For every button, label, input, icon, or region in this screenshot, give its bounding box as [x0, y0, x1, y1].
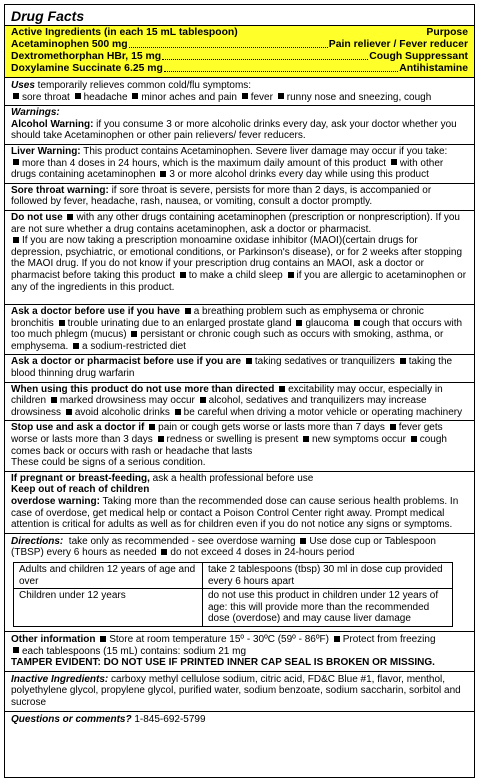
- ask-doctor-item: a breathing problem such as emphysema or chronic bronchitis: [11, 306, 424, 329]
- bullet-icon: [158, 436, 164, 442]
- bullet-icon: [288, 272, 294, 278]
- overdose-heading: overdose warning:: [11, 496, 100, 507]
- bullet-icon: [180, 272, 186, 278]
- directions-item: Use dose cup or Tablespoon (TBSP) every 6 hours as needed: [11, 535, 436, 559]
- dosage-age-cell: Adults and children 12 years of age and over: [14, 562, 203, 588]
- bullet-icon: [354, 320, 360, 326]
- bullet-icon: [131, 331, 137, 337]
- stop-use-section: [5, 421, 474, 471]
- ingredient-name: Dextromethorphan HBr, 15 mg: [11, 51, 162, 62]
- directions-item: do not exceed 4 doses in 24-hours period: [170, 547, 355, 559]
- ask-doctor-section: [5, 305, 474, 355]
- uses-section: [5, 78, 474, 106]
- liver-warning-heading: Liver Warning:: [11, 145, 81, 157]
- tamper-evident-notice: TAMPER EVIDENT: DO NOT USE IF PRINTED INNER CAP SEAL IS BROKEN OR MISSING.: [11, 657, 435, 669]
- sore-throat-heading: Sore throat warning:: [11, 184, 109, 196]
- bullet-icon: [100, 636, 106, 642]
- when-using-item: excitability may occur, especially in children: [11, 383, 443, 407]
- ask-doctor-item: persistant or chronic cough such as occurs with smoking, asthma, or emphysema.: [11, 329, 444, 352]
- liver-warning-text: This product contains Acetaminophen. Severe liver damage may occur if you take:: [80, 145, 448, 157]
- bullet-icon: [132, 93, 138, 99]
- bullet-icon: [411, 436, 417, 442]
- ingredient-row: [11, 51, 468, 63]
- dosage-table: [13, 562, 453, 627]
- stop-use-item: cough comes back or occurs with rash or headache that lasts: [11, 434, 447, 457]
- bullet-icon: [279, 386, 285, 392]
- bullet-icon: [391, 159, 397, 165]
- alcohol-warning-heading: Alcohol Warning:: [11, 118, 94, 130]
- do-not-use-section: [5, 211, 474, 305]
- directions-section: [5, 534, 474, 632]
- uses-intro: temporarily relieves common cold/flu symptoms:: [34, 80, 252, 91]
- questions-section: [5, 712, 474, 728]
- alcohol-warning-text: if you consume 3 or more alcoholic drinks every day, ask your doctor whether you should take Acetaminophen or other pain relievers/ fever reducers.: [11, 118, 457, 142]
- questions-phone: 1-845-692-5799: [131, 713, 206, 725]
- stop-use-heading: Stop use and ask a doctor if: [11, 422, 145, 434]
- stop-use-item: fever gets worse or lasts more than 3 days: [11, 422, 443, 446]
- stop-use-item: pain or cough gets worse or lasts more than 7 days: [158, 422, 385, 434]
- ask-pharmacist-heading: Ask a doctor or pharmacist before use if you are: [11, 356, 242, 368]
- when-using-item: be careful when driving a motor vehicle or operating machinery: [183, 406, 463, 418]
- other-item: each tablespoons (15 mL) contains: sodium 21 mg: [22, 645, 247, 657]
- when-using-item: marked drowsiness may occur: [59, 395, 195, 407]
- use-item: minor aches and pain: [141, 91, 237, 103]
- other-information-heading: Other information: [11, 633, 96, 645]
- bullet-icon: [185, 308, 191, 314]
- liver-item: with other drugs containing acetaminophen: [11, 157, 444, 181]
- ingredient-purpose: Pain reliever / Fever reducer: [328, 39, 468, 50]
- liver-item: more than 4 doses in 24 hours, which is the maximum daily amount of this product: [22, 157, 387, 169]
- bullet-icon: [149, 424, 155, 430]
- when-using-heading: When using this product do not use more than directed: [11, 383, 275, 395]
- bullet-icon: [51, 397, 57, 403]
- alcohol-warning: [5, 106, 474, 145]
- ingredient-purpose: Cough Suppressant: [369, 51, 468, 62]
- bullet-icon: [278, 93, 284, 99]
- bullet-icon: [13, 647, 19, 653]
- stop-use-item: new symptoms occur: [312, 434, 406, 446]
- bullet-icon: [246, 358, 252, 364]
- ask-pharmacist-item: taking sedatives or tranquilizers: [254, 356, 395, 368]
- sore-throat-text: if sore throat is severe, persists for more than 2 days, is accompanied or followed by fever, headache, rash, nausea, or vomiting, consult a doctor promptly.: [11, 184, 432, 208]
- ask-pharmacist-section: [5, 355, 474, 382]
- other-information-section: [5, 632, 474, 672]
- dot-leader: [129, 39, 328, 48]
- when-using-section: [5, 383, 474, 422]
- bullet-icon: [73, 343, 79, 349]
- when-using-item: avoid alcoholic drinks: [74, 406, 170, 418]
- use-item: headache: [83, 91, 128, 103]
- use-item: sore throat: [22, 91, 70, 103]
- directions-item: take only as recommended - see overdose warning: [68, 535, 296, 547]
- bullet-icon: [296, 320, 302, 326]
- use-item: runny nose and sneezing, cough: [286, 91, 432, 103]
- stop-use-item: redness or swelling is present: [166, 434, 299, 446]
- when-using-item: alcohol, sedatives and tranquilizers may increase drowsiness: [11, 395, 427, 418]
- bullet-icon: [400, 358, 406, 364]
- ask-doctor-item: trouble urinating due to an enlarged prostate gland: [67, 317, 292, 329]
- overdose-text: Taking more than the recommended dose can cause serious health problems. In case of overdose, get medical help or contact a Poison Control Center right away. Prompt medical attention is critical for adults as well as for children even if you do not notice any signs or symptoms.: [11, 496, 459, 531]
- sore-throat-warning: [5, 184, 474, 211]
- bullet-icon: [59, 320, 65, 326]
- dot-leader: [164, 63, 398, 72]
- pregnancy-text: ask a health professional before use: [149, 472, 314, 484]
- bullet-icon: [175, 409, 181, 415]
- ingredient-purpose: Antihistamine: [399, 63, 468, 74]
- do-not-use-item: If you are now taking a prescription monoamine oxidase inhibitor (MAOI)(certain drugs for depression, psychiatric, or emotional conditions, or Parkinson's disease), or for 2 weeks after stopping the MAOI drug. If you do not know if your prescription drug contains an MAOI, ask a doctor or pharmacist before taking this product: [11, 235, 463, 281]
- uses-heading: Uses: [11, 80, 35, 91]
- dosage-instruction-cell: do not use this product in children under 12 years of age: this will provide more than the recommended dose (overdose) and may cause liver damage: [203, 589, 453, 627]
- other-item: Protect from freezing: [342, 633, 436, 645]
- ask-doctor-item: cough that occurs with too much phlegm (mucus): [11, 317, 463, 341]
- bullet-icon: [75, 93, 81, 99]
- questions-heading: Questions or comments?: [11, 713, 132, 725]
- ingredient-name: Acetaminophen 500 mg: [11, 39, 128, 50]
- dosage-instruction-cell: take 2 tablespoons (tbsp) 30 ml in dose cup provided every 6 hours apart: [203, 562, 453, 588]
- drug-facts-title: Drug Facts: [5, 5, 474, 26]
- ask-doctor-heading: Ask a doctor before use if you have: [11, 306, 180, 318]
- dosage-age-cell: Children under 12 years: [14, 589, 203, 627]
- inactive-heading: Inactive Ingredients:: [11, 673, 109, 685]
- drug-facts-label: [4, 4, 475, 778]
- ingredient-row: [11, 63, 468, 75]
- ask-doctor-item: glaucoma: [305, 317, 349, 329]
- bullet-icon: [13, 93, 19, 99]
- bullet-icon: [67, 214, 73, 220]
- keep-out-of-reach: Keep out of reach of children: [11, 484, 150, 496]
- bullet-icon: [334, 636, 340, 642]
- pregnancy-heading: If pregnant or breast-feeding,: [11, 472, 150, 484]
- dot-leader: [162, 51, 368, 60]
- pregnancy-overdose-section: [5, 472, 474, 533]
- use-item: fever: [250, 91, 273, 103]
- bullet-icon: [66, 409, 72, 415]
- table-row: [14, 562, 453, 588]
- warnings-heading: Warnings:: [11, 107, 60, 119]
- purpose-header-label: Purpose: [426, 27, 468, 38]
- bullet-icon: [13, 237, 19, 243]
- other-item: Store at room temperature 15º - 30ºC (59º - 86ºF): [109, 633, 329, 645]
- bullet-icon: [13, 159, 19, 165]
- do-not-use-item: if you are allergic to acetaminophen or any of the ingredients in this product.: [11, 269, 467, 293]
- table-row: [14, 589, 453, 627]
- bullet-icon: [160, 171, 166, 177]
- liver-warning: [5, 145, 474, 184]
- bullet-icon: [200, 397, 206, 403]
- active-header-label: Active Ingredients (in each 15 mL tablespoon): [11, 27, 238, 38]
- bullet-icon: [161, 549, 167, 555]
- bullet-icon: [390, 424, 396, 430]
- ingredient-row: [11, 39, 468, 51]
- spacer: [11, 293, 468, 302]
- ingredient-name: Doxylamine Succinate 6.25 mg: [11, 63, 163, 74]
- active-header-row: [11, 27, 468, 39]
- inactive-ingredients-section: [5, 672, 474, 712]
- do-not-use-item: with any other drugs containing acetaminophen (prescription or nonprescription). If you are not sure whether a drug contains acetaminophen, ask a doctor or pharmacist.: [11, 211, 460, 235]
- warnings-section: [5, 106, 474, 534]
- inactive-text: carboxy methyl cellulose sodium, citric acid, FD&C Blue #1, flavor, menthol, polyethylene glycol, propylene glycol, purified water, sodium benzoate, sodium saccharin, sorbitol and sucrose: [11, 673, 461, 708]
- stop-use-tail: These could be signs of a serious condition.: [11, 457, 206, 469]
- do-not-use-heading: Do not use: [11, 211, 63, 223]
- ask-pharmacist-item: taking the blood thinning drug warfarin: [11, 356, 453, 380]
- bullet-icon: [303, 436, 309, 442]
- ask-doctor-item: a sodium-restricted diet: [82, 340, 186, 352]
- active-ingredients-panel: [5, 26, 474, 78]
- liver-item: 3 or more alcohol drinks every day while using this product: [169, 169, 429, 181]
- do-not-use-item: to make a child sleep: [188, 269, 283, 281]
- directions-heading: Directions:: [11, 535, 64, 547]
- bullet-icon: [242, 93, 248, 99]
- bullet-icon: [300, 538, 306, 544]
